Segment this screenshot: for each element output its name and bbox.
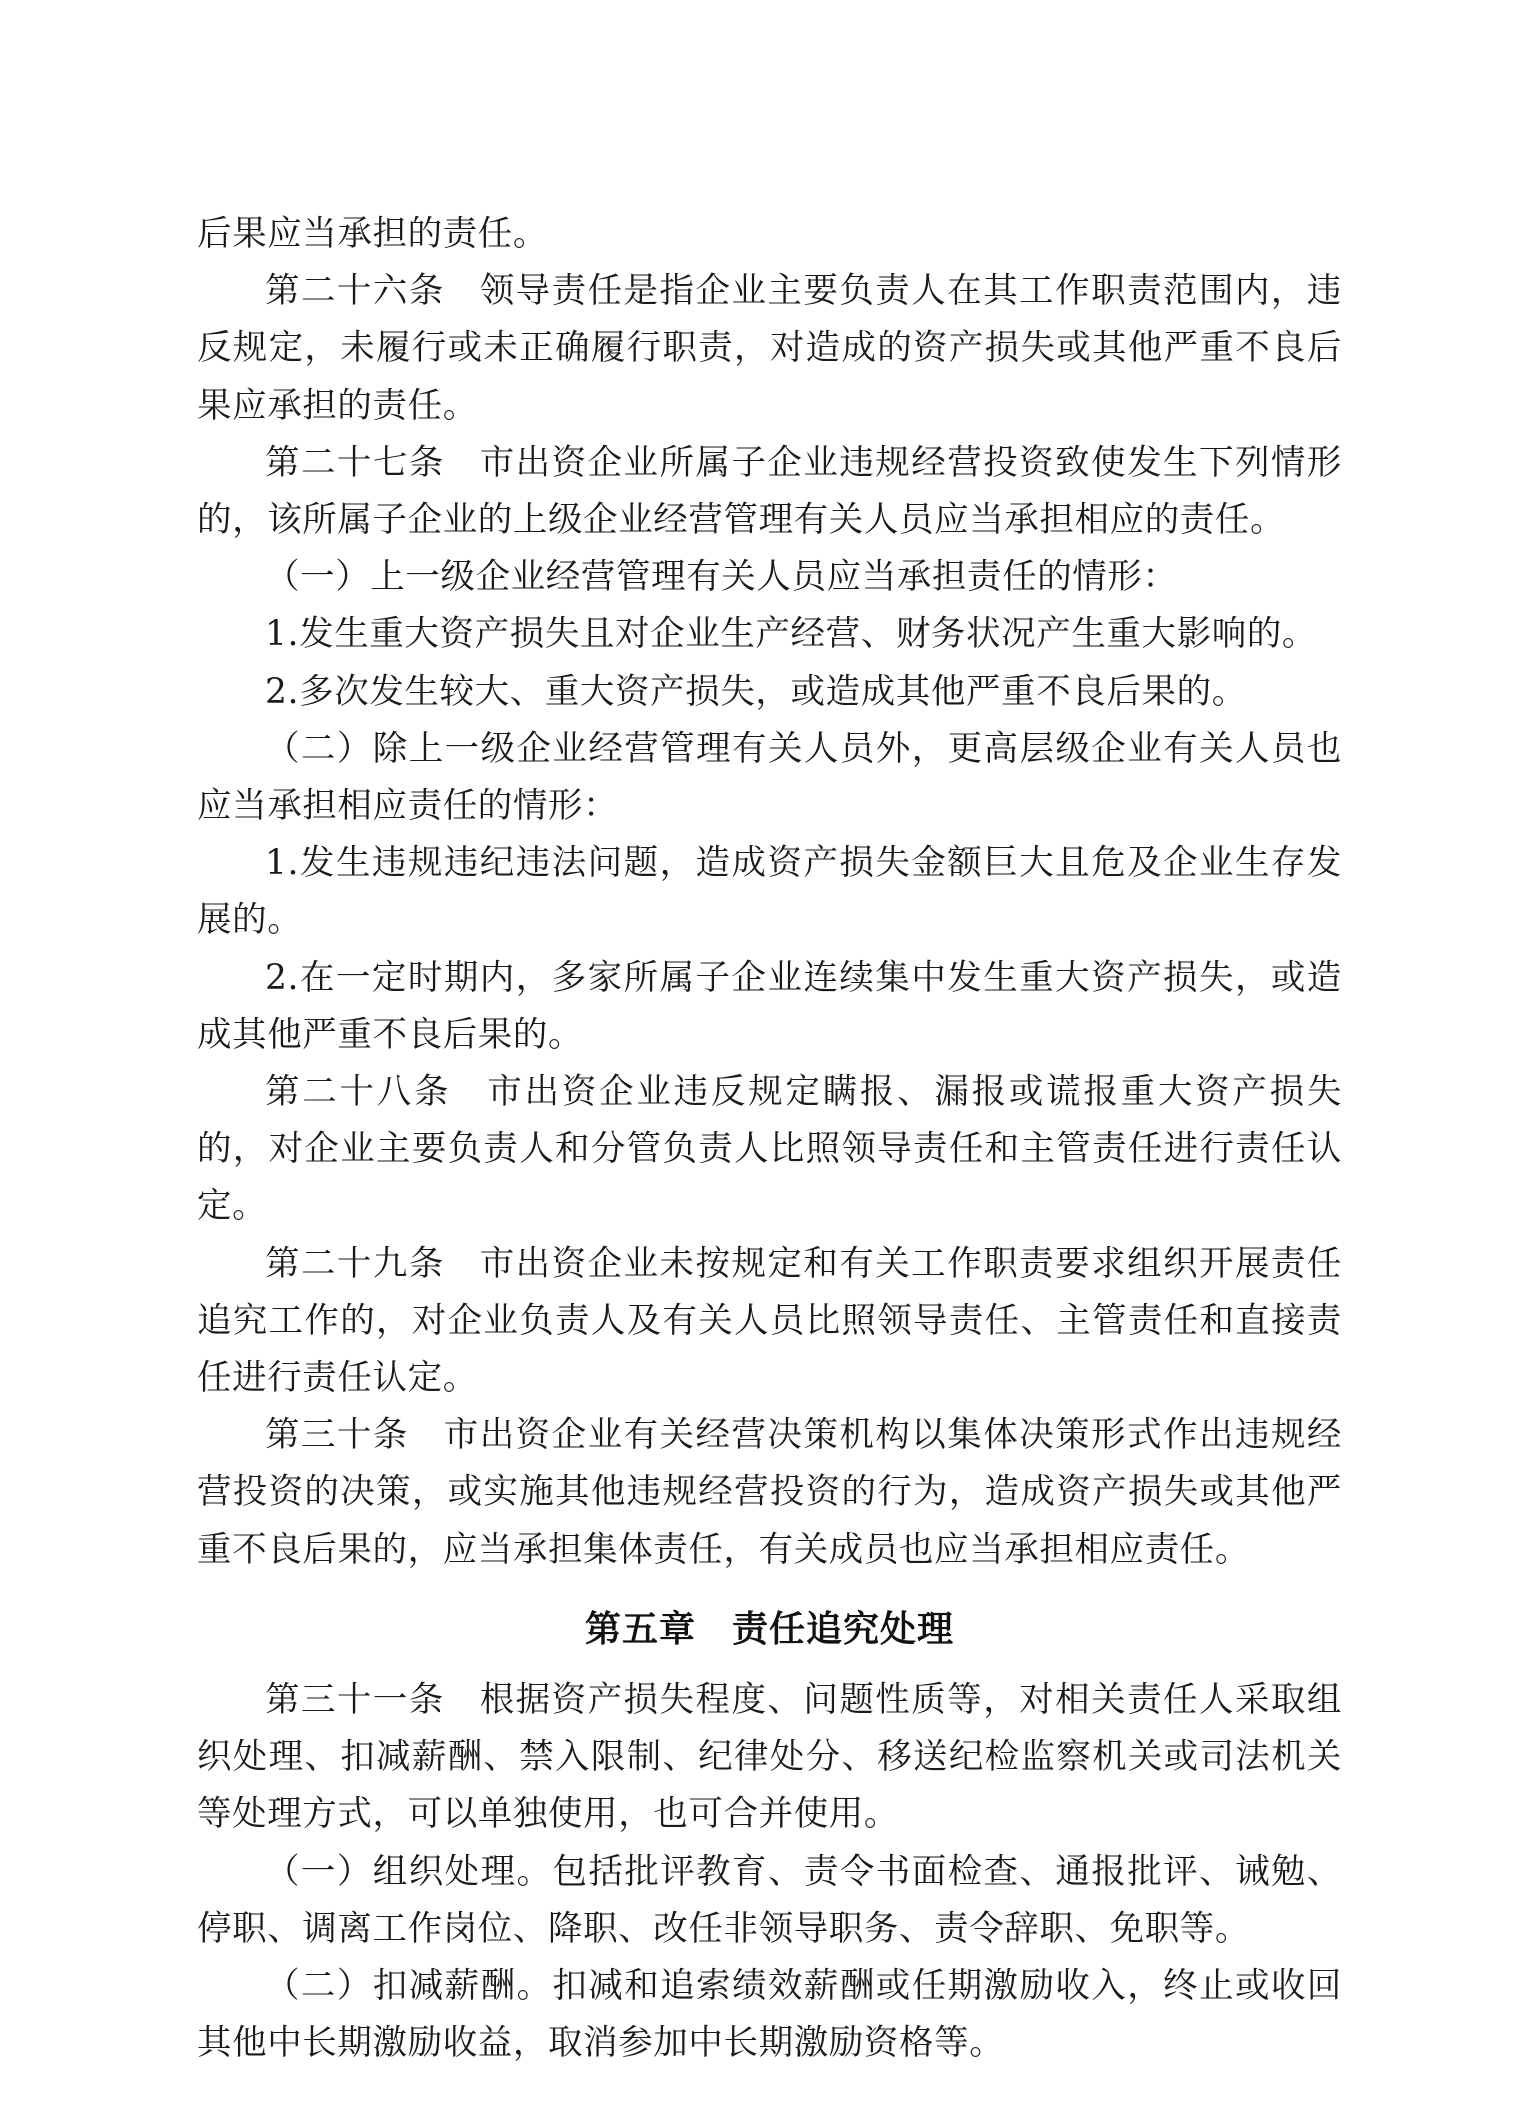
article-text: 市出资企业所属子企业违规经营投资致使发生下列情形的，该所属子企业的上级企业经营管理有关人员应当承担相应的责任。	[197, 442, 1342, 541]
document-body	[197, 206, 1342, 2073]
article-text: 市出资企业违反规定瞒报、漏报或谎报重大资产损失的，对企业主要负责人和分管负责人比照领导责任和主管责任进行责任认定。	[197, 1072, 1342, 1227]
article-31	[197, 1672, 1342, 1844]
clause-item	[197, 1958, 1342, 2072]
paragraph-continuation	[197, 206, 1342, 263]
clause-text: （一）上一级企业经营管理有关人员应当承担责任的情形：	[265, 557, 1178, 598]
clause-item	[197, 549, 1342, 606]
article-number: 第三十条	[265, 1415, 409, 1456]
clause-item	[197, 606, 1342, 663]
clause-text: （二）扣减薪酬。扣减和追索绩效薪酬或任期激励收入，终止或收回其他中长期激励收益，取消参加中长期激励资格等。	[197, 1966, 1342, 2064]
clause-item	[197, 835, 1342, 949]
clause-text: （二）除上一级企业经营管理有关人员外，更高层级企业有关人员也应当承担相应责任的情形：	[197, 728, 1342, 827]
article-26	[197, 263, 1342, 435]
chapter-heading	[197, 1601, 1342, 1658]
article-number: 第二十七条	[265, 442, 445, 483]
article-text: 领导责任是指企业主要负责人在其工作职责范围内，违反规定，未履行或未正确履行职责，对造成的资产损失或其他严重不良后果应承担的责任。	[197, 271, 1342, 426]
clause-text: （一）组织处理。包括批评教育、责令书面检查、通报批评、诫勉、停职、调离工作岗位、降职、改任非领导职务、责令辞职、免职等。	[197, 1851, 1342, 1949]
article-text: 市出资企业未按规定和有关工作职责要求组织开展责任追究工作的，对企业负责人及有关人员比照领导责任、主管责任和直接责任进行责任认定。	[197, 1243, 1342, 1399]
clause-text: 2.在一定时期内，多家所属子企业连续集中发生重大资产损失，或造成其他严重不良后果的。	[197, 957, 1342, 1055]
article-text: 根据资产损失程度、问题性质等，对相关责任人采取组织处理、扣减薪酬、禁入限制、纪律处分、移送纪检监察机关或司法机关等处理方式，可以单独使用，也可合并使用。	[197, 1680, 1342, 1835]
chapter-title: 责任追究处理	[732, 1608, 955, 1650]
clause-item	[197, 721, 1342, 835]
clause-item	[197, 1844, 1342, 1958]
article-number: 第二十八条	[265, 1072, 452, 1113]
article-28	[197, 1064, 1342, 1236]
clause-item	[197, 664, 1342, 721]
article-30	[197, 1407, 1342, 1579]
clause-text: 1.发生重大资产损失且对企业生产经营、财务状况产生重大影响的。	[265, 614, 1318, 655]
article-29	[197, 1236, 1342, 1408]
article-number: 第三十一条	[265, 1680, 445, 1721]
article-text: 市出资企业有关经营决策机构以集体决策形式作出违规经营投资的决策，或实施其他违规经营投资的行为，造成资产损失或其他严重不良后果的，应当承担集体责任，有关成员也应当承担相应责任。	[197, 1415, 1343, 1570]
article-number: 第二十九条	[265, 1243, 445, 1284]
clause-item	[197, 950, 1342, 1064]
chapter-number: 第五章	[584, 1608, 696, 1650]
clause-text: 2.多次发生较大、重大资产损失，或造成其他严重不良后果的。	[265, 671, 1247, 712]
article-27	[197, 435, 1342, 549]
paragraph-text: 后果应当承担的责任。	[197, 214, 548, 254]
article-number: 第二十六条	[265, 271, 445, 312]
clause-text: 1.发生违规违纪违法问题，造成资产损失金额巨大且危及企业生存发展的。	[197, 843, 1342, 941]
